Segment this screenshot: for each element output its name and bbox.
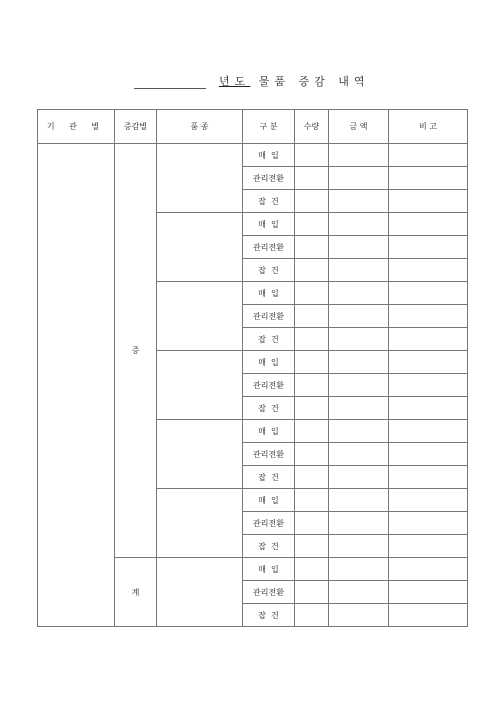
header-row bbox=[38, 110, 468, 144]
item-type-cell[interactable] bbox=[157, 351, 243, 420]
quantity-cell[interactable] bbox=[295, 282, 329, 305]
title-text: 물품 증감 내역 bbox=[258, 75, 370, 88]
header-category: 구 분 bbox=[243, 110, 295, 144]
quantity-cell[interactable] bbox=[295, 213, 329, 236]
amount-cell[interactable] bbox=[329, 466, 389, 489]
remarks-cell[interactable] bbox=[389, 535, 468, 558]
item-type-cell[interactable] bbox=[157, 489, 243, 558]
category-cell: 관리전환 bbox=[243, 512, 295, 535]
category-cell: 잡 건 bbox=[243, 259, 295, 282]
header-quantity: 수량 bbox=[295, 110, 329, 144]
increase-cell: 증 bbox=[115, 144, 157, 558]
item-type-cell[interactable] bbox=[157, 558, 243, 627]
header-institution: 기 관 별 bbox=[38, 110, 115, 144]
quantity-cell[interactable] bbox=[295, 144, 329, 167]
amount-cell[interactable] bbox=[329, 535, 389, 558]
remarks-cell[interactable] bbox=[389, 282, 468, 305]
amount-cell[interactable] bbox=[329, 213, 389, 236]
inventory-change-table bbox=[37, 109, 468, 627]
category-cell: 관리전환 bbox=[243, 167, 295, 190]
remarks-cell[interactable] bbox=[389, 236, 468, 259]
category-cell: 잡 건 bbox=[243, 604, 295, 627]
remarks-cell[interactable] bbox=[389, 443, 468, 466]
item-type-cell[interactable] bbox=[157, 213, 243, 282]
category-cell: 관리전환 bbox=[243, 236, 295, 259]
category-cell: 잡 건 bbox=[243, 328, 295, 351]
remarks-cell[interactable] bbox=[389, 213, 468, 236]
category-cell: 관리전환 bbox=[243, 305, 295, 328]
category-cell: 잡 건 bbox=[243, 535, 295, 558]
quantity-cell[interactable] bbox=[295, 512, 329, 535]
amount-cell[interactable] bbox=[329, 558, 389, 581]
header-remarks: 비 고 bbox=[389, 110, 468, 144]
remarks-cell[interactable] bbox=[389, 581, 468, 604]
remarks-cell[interactable] bbox=[389, 512, 468, 535]
quantity-cell[interactable] bbox=[295, 558, 329, 581]
category-cell: 잡 건 bbox=[243, 466, 295, 489]
amount-cell[interactable] bbox=[329, 236, 389, 259]
remarks-cell[interactable] bbox=[389, 489, 468, 512]
remarks-cell[interactable] bbox=[389, 259, 468, 282]
institution-cell[interactable] bbox=[38, 144, 115, 627]
remarks-cell[interactable] bbox=[389, 167, 468, 190]
amount-cell[interactable] bbox=[329, 328, 389, 351]
category-cell: 관리전환 bbox=[243, 443, 295, 466]
quantity-cell[interactable] bbox=[295, 259, 329, 282]
quantity-cell[interactable] bbox=[295, 397, 329, 420]
amount-cell[interactable] bbox=[329, 374, 389, 397]
quantity-cell[interactable] bbox=[295, 420, 329, 443]
category-cell: 매 입 bbox=[243, 489, 295, 512]
amount-cell[interactable] bbox=[329, 489, 389, 512]
remarks-cell[interactable] bbox=[389, 144, 468, 167]
remarks-cell[interactable] bbox=[389, 374, 468, 397]
amount-cell[interactable] bbox=[329, 604, 389, 627]
amount-cell[interactable] bbox=[329, 144, 389, 167]
header-item-type: 품 종 bbox=[157, 110, 243, 144]
amount-cell[interactable] bbox=[329, 397, 389, 420]
remarks-cell[interactable] bbox=[389, 558, 468, 581]
quantity-cell[interactable] bbox=[295, 167, 329, 190]
amount-cell[interactable] bbox=[329, 282, 389, 305]
quantity-cell[interactable] bbox=[295, 305, 329, 328]
total-cell: 계 bbox=[115, 558, 157, 627]
category-cell: 매 입 bbox=[243, 282, 295, 305]
category-cell: 관리전환 bbox=[243, 374, 295, 397]
category-cell: 잡 건 bbox=[243, 397, 295, 420]
quantity-cell[interactable] bbox=[295, 374, 329, 397]
remarks-cell[interactable] bbox=[389, 351, 468, 374]
remarks-cell[interactable] bbox=[389, 190, 468, 213]
category-cell: 매 입 bbox=[243, 420, 295, 443]
header-amount: 금 액 bbox=[329, 110, 389, 144]
quantity-cell[interactable] bbox=[295, 443, 329, 466]
item-type-cell[interactable] bbox=[157, 282, 243, 351]
amount-cell[interactable] bbox=[329, 443, 389, 466]
item-type-cell[interactable] bbox=[157, 420, 243, 489]
remarks-cell[interactable] bbox=[389, 604, 468, 627]
table-row bbox=[38, 144, 468, 167]
category-cell: 매 입 bbox=[243, 558, 295, 581]
header-change-type: 증감별 bbox=[115, 110, 157, 144]
quantity-cell[interactable] bbox=[295, 328, 329, 351]
quantity-cell[interactable] bbox=[295, 351, 329, 374]
quantity-cell[interactable] bbox=[295, 236, 329, 259]
category-cell: 매 입 bbox=[243, 351, 295, 374]
item-type-cell[interactable] bbox=[157, 144, 243, 213]
quantity-cell[interactable] bbox=[295, 535, 329, 558]
quantity-cell[interactable] bbox=[295, 489, 329, 512]
amount-cell[interactable] bbox=[329, 190, 389, 213]
amount-cell[interactable] bbox=[329, 512, 389, 535]
category-cell: 매 입 bbox=[243, 144, 295, 167]
category-cell: 매 입 bbox=[243, 213, 295, 236]
amount-cell[interactable] bbox=[329, 581, 389, 604]
amount-cell[interactable] bbox=[329, 167, 389, 190]
table-body bbox=[38, 144, 468, 627]
remarks-cell[interactable] bbox=[389, 305, 468, 328]
category-cell: 관리전환 bbox=[243, 581, 295, 604]
remarks-cell[interactable] bbox=[389, 328, 468, 351]
remarks-cell[interactable] bbox=[389, 397, 468, 420]
amount-cell[interactable] bbox=[329, 420, 389, 443]
remarks-cell[interactable] bbox=[389, 466, 468, 489]
quantity-cell[interactable] bbox=[295, 466, 329, 489]
category-cell: 잡 건 bbox=[243, 190, 295, 213]
remarks-cell[interactable] bbox=[389, 420, 468, 443]
title-year: 년도 bbox=[218, 75, 251, 88]
document-title bbox=[0, 70, 504, 89]
quantity-cell[interactable] bbox=[295, 604, 329, 627]
quantity-cell[interactable] bbox=[295, 581, 329, 604]
amount-cell[interactable] bbox=[329, 259, 389, 282]
year-blank-line bbox=[134, 78, 206, 89]
amount-cell[interactable] bbox=[329, 305, 389, 328]
quantity-cell[interactable] bbox=[295, 190, 329, 213]
amount-cell[interactable] bbox=[329, 351, 389, 374]
